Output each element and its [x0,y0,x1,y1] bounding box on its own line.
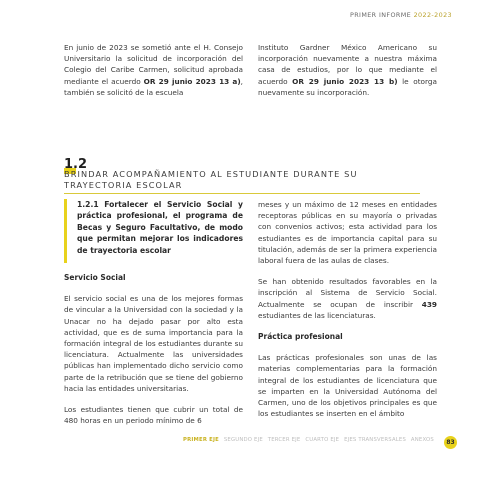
footer-nav-item[interactable]: CUARTO EJE [305,437,340,443]
section-number: 1.2 [64,157,88,172]
footer-nav-item[interactable]: PRIMER EJE [183,437,219,443]
callout-accent-bar [64,199,67,263]
servicio-social-paragraph-1: El servicio social es una de los mejores formas de vincular a la Universidad con la sociedad y la Unacar no ha dejado pasar por alto esta actividad, que es de suma importancia para la formación integral de los estudiantes durante su licenciatura. Actualmente las universidades públicas han implementado dicho servicio como parte de la retribución que se tiene del gobierno hacia las entidades universitarias. [64,294,243,393]
servicio-social-heading: Servicio Social [64,273,126,282]
objective-callout: 1.2.1 Fortalecer el Servicio Social y práctica profesional, el programa de Becas y Seguro Facultativo, de modo que permitan mejorar los indicadores de trayectoria escolar [77,200,243,255]
intro-right-text: Instituto Gardner México Americano su incorporación nuevamente a nuestra máxima casa de estudios, por lo que mediante el acuerdo [258,43,437,86]
report-header-label: PRIMER INFORME [349,11,412,19]
intro-left-end: , también se solicitó de la escuela [64,76,243,97]
footer-nav [183,437,437,443]
report-header-year: 2022-2023 [413,11,452,19]
footer-nav-item[interactable]: EJES TRANSVERSALES [344,437,407,443]
intro-left-agreement: OR 29 junio 2023 13 a) [143,76,241,86]
right-column [258,199,437,419]
practica-profesional-heading: Práctica profesional [258,332,343,342]
intro-right-agreement: OR 29 junio 2023 13 b) [292,76,398,86]
footer-nav-item[interactable]: ANEXOS [410,437,434,443]
page-number-badge: 83 [444,436,457,449]
footer-nav-item[interactable]: SEGUNDO EJE [223,437,263,443]
servicio-social-section [64,272,243,426]
right-paragraph-2 [258,276,437,321]
section-title: BRINDAR ACOMPAÑAMIENTO AL ESTUDIANTE DURANTE SU TRAYECTORIA ESCOLAR [64,169,358,190]
right-paragraph-2-text: Se han obtenido resultados favorables en la inscripción al Sistema de Servicio Social. Actualmente se ocupan de inscribir [258,277,437,309]
right-paragraph-1: meses y un máximo de 12 meses en entidades receptoras públicas en su mayoría o privadas con convenios activos; esta actividad para los estudiantes es de importancia capital para su titulación, además de ser la primera experiencia laboral fuera de las aulas de clases. [258,200,437,266]
right-paragraph-2-end: estudiantes de las licenciaturas. [258,310,376,320]
section-divider [64,193,420,194]
right-paragraph-3: Las prácticas profesionales son unas de las materias complementarias para la formación integral de los estudiantes de licenciatura que se imparten en la Universidad Autónoma del Carmen, uno de los objetivos principales es que los estudiantes se inserten en el ámbito [258,353,437,419]
intro-right-end: le otorga nuevamente su incorporación. [258,76,437,97]
intro-left-paragraph [64,42,243,98]
intro-right-paragraph [258,42,437,98]
report-header [350,11,452,19]
footer-nav-item[interactable]: TERCER EJE [267,437,301,443]
enrolled-count: 439 [421,299,437,309]
servicio-social-paragraph-2: Los estudiantes tienen que cubrir un total de 480 horas en un periodo mínimo de 6 [64,405,243,426]
intro-left-text: En junio de 2023 se sometió ante el H. Consejo Universitario la solicitud de incorporación del Colegio del Caribe Carmen, solicitud aprobada mediante el acuerdo [64,43,243,86]
